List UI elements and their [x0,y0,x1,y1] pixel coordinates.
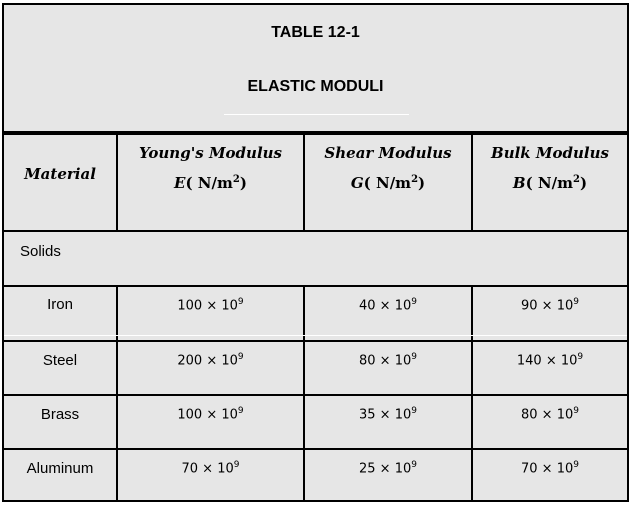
section-label-solids: Solids [20,243,61,260]
shear-cell: $80 \times 10^9$ [359,352,417,369]
material-cell: Iron [47,296,73,313]
young-cell: $100 \times 10^9$ [177,406,244,423]
bulk-cell: $80 \times 10^9$ [521,406,579,423]
header-label: Shear Modulus [324,144,452,162]
table-title: ELASTIC MODULI [247,78,384,95]
bulk-cell: $90 \times 10^9$ [521,297,579,314]
row-divider [4,448,627,450]
table-number: TABLE 12-1 [271,24,360,41]
row-highlight-line [4,335,627,336]
row-divider [4,340,627,342]
row-divider [4,394,627,396]
header-bulk [473,144,627,192]
title-underline [224,114,409,115]
header-young [118,144,303,192]
shear-cell: $40 \times 10^9$ [359,297,417,314]
header-unit: G( $N/m^2$) [350,174,426,192]
material-cell: Aluminum [26,460,94,477]
bulk-cell: $70 \times 10^9$ [521,460,579,477]
header-label: Material [24,165,96,183]
young-cell: $100 \times 10^9$ [177,297,244,314]
row-divider [4,230,627,232]
header-shear [305,144,471,192]
material-cell: Brass [40,406,80,423]
header-label: Bulk Modulus [491,144,609,162]
young-cell: $70 \times 10^9$ [181,460,240,477]
header-divider [4,131,627,135]
header-unit: B( $N/m^2$) [512,174,588,192]
material-cell: Steel [42,352,78,369]
shear-cell: $25 \times 10^9$ [359,460,417,477]
header-unit: E( $N/m^2$) [174,174,247,192]
young-cell: $200 \times 10^9$ [177,352,244,369]
header-material [4,165,116,183]
table-title-block [4,5,627,131]
elastic-moduli-table [2,3,629,502]
header-label: Young's Modulus [138,144,283,162]
bulk-cell: $140 \times 10^9$ [516,352,584,369]
shear-cell: $35 \times 10^9$ [359,406,417,423]
row-divider [4,285,627,287]
